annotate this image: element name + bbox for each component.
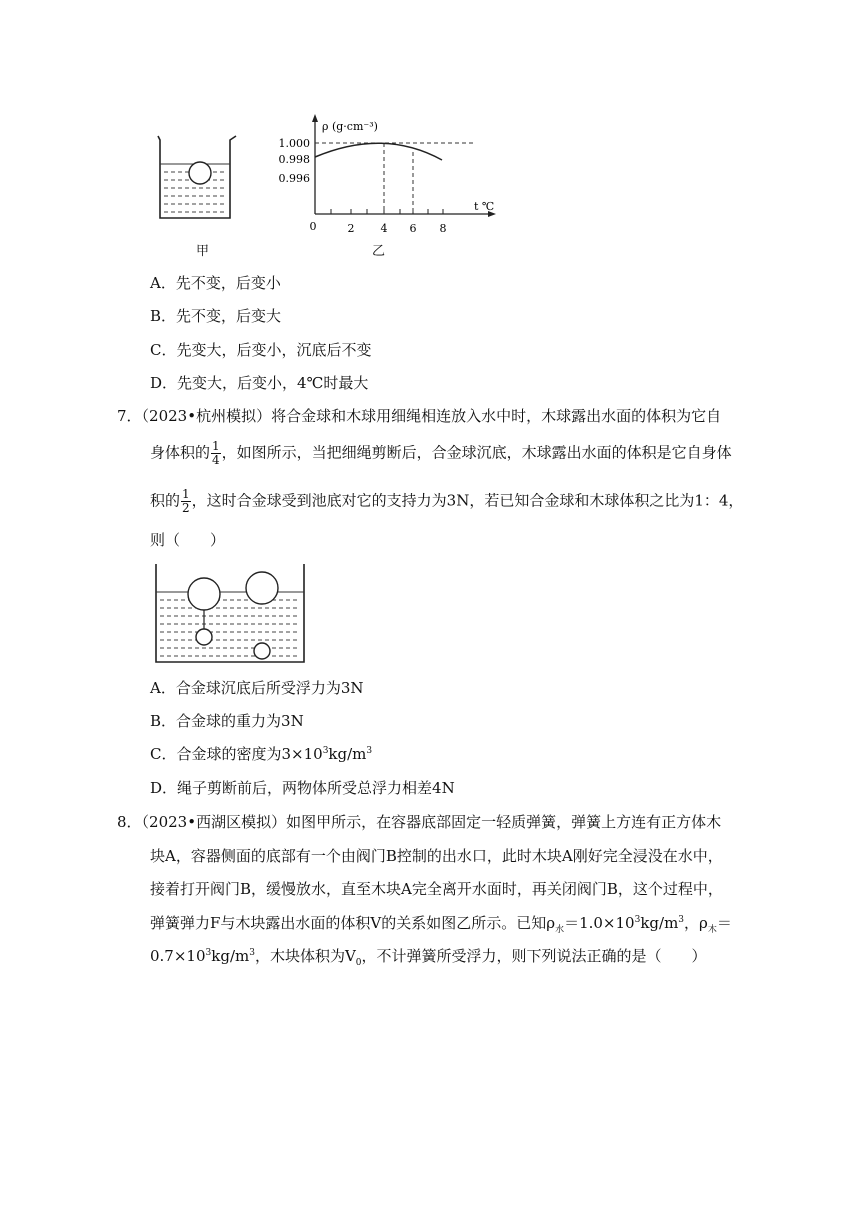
figure-jia-label: 甲 (196, 244, 210, 259)
q8-line-4-text: ＝1.0×10 (564, 914, 635, 932)
container-figure (152, 562, 312, 666)
beaker-figure (150, 130, 240, 230)
q8-line-1: 8．（2023•西湖区模拟）如图甲所示，在容器底部固定一轻质弹簧，弹簧上方连有正方体木 (117, 813, 722, 831)
q6-option-b: B．先不变，后变大 (150, 307, 282, 325)
q8-line-4-text: ＝ (716, 914, 732, 932)
graph-y-tick: 1.000 (278, 137, 310, 150)
graph-y-tick: 0.996 (278, 172, 310, 185)
q8-line-3: 接着打开阀门B，缓慢放水，直至木块A完全离开水面时，再关闭阀门B，这个过程中， (150, 880, 723, 898)
exponent: 3 (366, 746, 373, 756)
q7-line-3 (150, 488, 743, 515)
fraction-numerator: 1 (212, 439, 220, 453)
q8-line-5-text: ，不计弹簧所受浮力，则下列说法正确的是（ ） (361, 947, 707, 965)
q8-line-4-text: ，ρ (684, 914, 708, 932)
fraction-numerator: 1 (182, 487, 190, 501)
q7-line-4: 则（ ） (150, 531, 226, 549)
exponent: 3 (249, 948, 255, 958)
q7-option-a: A．合金球沉底后所受浮力为3N (150, 679, 364, 697)
subscript: 0 (355, 958, 362, 968)
fraction-denominator: 4 (212, 453, 220, 467)
q7-line-2 (150, 440, 732, 467)
q7-line-3-post: ，这时合金球受到池底对它的支持力为3N，若已知合金球和木球体积之比为1：4， (191, 491, 744, 510)
graph-x-tick: 2 (347, 222, 355, 235)
fraction-half (181, 488, 191, 515)
q7-line-3-pre: 积的 (150, 491, 181, 510)
graph-x-tick: 0 (309, 220, 317, 233)
fraction-denominator: 2 (182, 501, 190, 515)
exponent: 3 (678, 915, 685, 925)
q8-line-4 (150, 912, 732, 935)
q8-line-5 (150, 945, 707, 968)
figure-yi-label: 乙 (372, 244, 386, 259)
graph-x-tick: 6 (409, 222, 417, 235)
graph-y-tick: 0.998 (278, 153, 310, 166)
q8-line-5-text: ，木块体积为V (254, 947, 356, 965)
fraction-quarter (211, 440, 221, 467)
graph-x-tick: 8 (439, 222, 447, 235)
q6-option-a: A．先不变，后变小 (150, 274, 281, 292)
q8-line-4-text: kg/m (640, 914, 679, 932)
graph-x-tick: 4 (380, 222, 388, 235)
q7-option-b: B．合金球的重力为3N (150, 712, 304, 730)
q8-line-5-text: kg/m (211, 947, 250, 965)
exponent: 3 (634, 915, 641, 925)
subscript: 木 (707, 925, 717, 935)
q7-option-c-unit: kg/m (328, 745, 367, 763)
q7-option-d: D．绳子剪断前后，两物体所受总浮力相差4N (150, 779, 455, 797)
graph-y-axis-label: ρ (g·cm⁻³) (322, 120, 378, 133)
q8-line-4-text: 弹簧弹力F与木块露出水面的体积V的关系如图乙所示。已知ρ (150, 914, 556, 932)
q6-option-c: C．先变大，后变小，沉底后不变 (150, 341, 372, 359)
q7-line-2-post: ，如图所示，当把细绳剪断后，合金球沉底，木球露出水面的体积是它自身体 (221, 443, 732, 462)
subscript: 水 (555, 925, 565, 935)
exponent: 3 (205, 948, 212, 958)
q7-option-c-pre: C．合金球的密度为3×10 (150, 745, 323, 763)
q8-line-5-text: 0.7×10 (150, 947, 206, 965)
q7-line-1: 7．（2023•杭州模拟）将合金球和木球用细绳相连放入水中时，木球露出水面的体积为它自 (117, 407, 722, 425)
graph-x-axis-label: t ℃ (474, 200, 495, 213)
q8-line-2: 块A，容器侧面的底部有一个由阀门B控制的出水口，此时木块A刚好完全浸没在水中， (150, 847, 723, 865)
q6-option-d: D．先变大，后变小，4℃时最大 (150, 374, 369, 392)
exponent: 3 (322, 746, 329, 756)
q7-line-2-pre: 身体积的 (150, 443, 211, 462)
q7-option-c (150, 743, 372, 764)
